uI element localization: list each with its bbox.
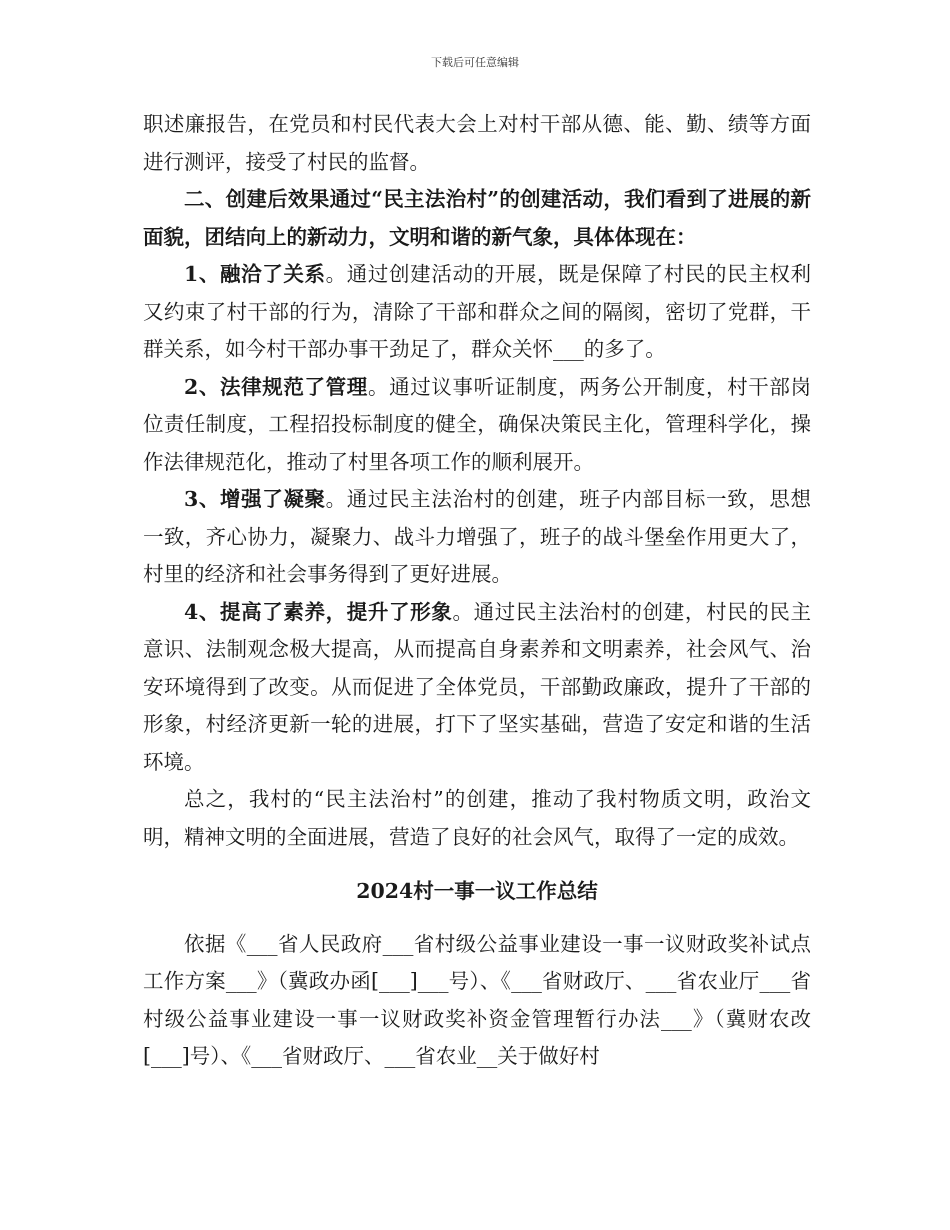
list-item-paragraph-2 bbox=[143, 369, 811, 482]
summary-paragraph: 总之，我村的“民主法治村”的创建，推动了我村物质文明，政治文明，精神文明的全面进展，营造了良好的社会风气，取得了一定的成效。 bbox=[143, 787, 811, 849]
list-item-body: 。通过民主法治村的创建，班子内部目标一致，思想一致，齐心协力，凝聚力、战斗力增强了，班子的战斗堡垒作用更大了，村里的经济和社会事务得到了更好进展。 bbox=[143, 487, 812, 586]
list-item-paragraph-1 bbox=[143, 256, 811, 369]
section-heading-paragraph: 二、创建后效果通过“民主法治村”的创建活动，我们看到了进展的新面貌，团结向上的新动力，文明和谐的新气象，具体体现在： bbox=[143, 187, 811, 249]
list-item-paragraph-4 bbox=[143, 594, 811, 782]
document-title: 2024村一事一议工作总结 bbox=[356, 879, 598, 903]
list-item-body: 。通过民主法治村的创建，村民的民主意识、法制观念极大提高，从而提高自身素养和文明素养，社会风气、治安环境得到了改变。从而促进了全体党员，干部勤政廉政，提升了干部的形象，村经济更新一轮的进展，打下了坚实基础，营造了安定和谐的生活环境。 bbox=[143, 599, 811, 774]
list-item-paragraph-3 bbox=[143, 481, 811, 594]
basis-paragraph: 依据《___省人民政府___省村级公益事业建设一事一议财政奖补试点工作方案___》（冀政办函[___]___号）、《___省财政厅、___省农业厅___省村级公益事业建设一事一议财政奖补资金管理暂行办法___》（冀财农改[___]号）、《___省财政厅、___省农业__关于做好村 bbox=[143, 931, 811, 1068]
document-body bbox=[143, 106, 811, 1076]
list-item-heading: 4、提高了素养，提升了形象 bbox=[184, 599, 453, 624]
paragraph-continuation: 职述廉报告，在党员和村民代表大会上对村干部从德、能、勤、绩等方面进行测评，接受了村民的监督。 bbox=[143, 112, 811, 174]
list-item-heading: 1、融洽了关系 bbox=[184, 262, 326, 286]
page-header: 下载后可任意编辑 bbox=[431, 56, 519, 69]
list-item-heading: 3、增强了凝聚 bbox=[184, 487, 326, 511]
list-item-body: 。通过创建活动的开展，既是保障了村民的民主权利又约束了村干部的行为，清除了干部和群众之间的隔阂，密切了党群，干群关系，如今村干部办事干劲足了，群众关怀___的多了。 bbox=[143, 262, 812, 361]
list-item-heading: 2、法律规范了管理 bbox=[184, 374, 368, 399]
list-item-body: 。通过议事听证制度，两务公开制度，村干部岗位责任制度，工程招投标制度的健全，确保决策民主化，管理科学化，操作法律规范化，推动了村里各项工作的顺利展开。 bbox=[143, 374, 812, 474]
